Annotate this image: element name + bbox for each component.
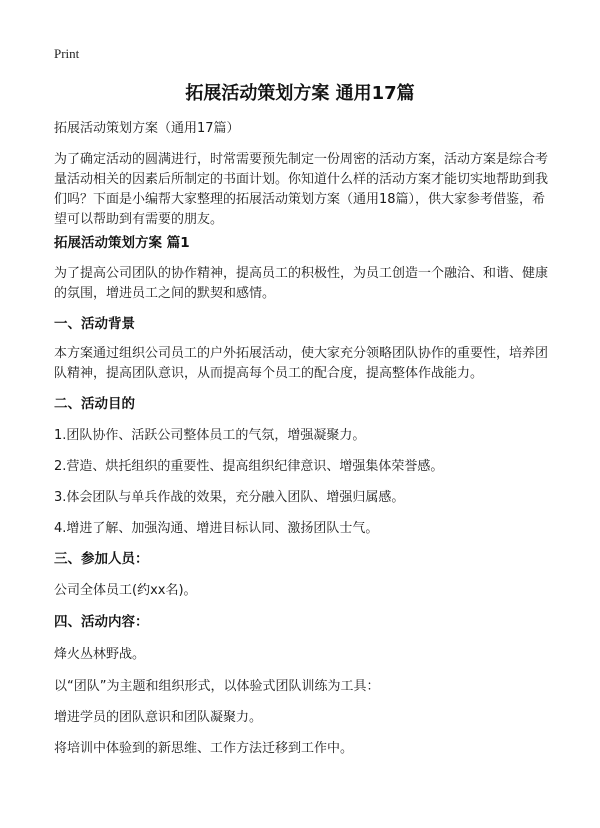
content-heading: 四、活动内容：: [54, 614, 149, 630]
purpose-heading: 二、活动目的: [54, 396, 135, 412]
purpose-item-3: 3.体会团队与单兵作战的效果，充分融入团队、增强归属感。: [54, 490, 405, 505]
document-subtitle: 拓展活动策划方案（通用17篇）: [54, 121, 240, 136]
content-item-3: 增进学员的团队意识和团队凝聚力。: [54, 710, 263, 725]
section1-heading: 拓展活动策划方案 篇1: [54, 235, 190, 251]
print-label: Print: [54, 46, 80, 61]
intro-paragraph: 为了确定活动的圆满进行，时常需要预先制定一份周密的活动方案，活动方案是综合考量活动相关的因素后所制定的书面计划。你知道什么样的活动方案才能切实地帮助到我们吗？下面是小编帮大家整理的拓展活动策划方案（通用18篇），供大家参考借鉴，希望可以帮助到有需要的朋友。: [54, 152, 549, 227]
background-heading: 一、活动背景: [54, 316, 135, 332]
participants-heading: 三、参加人员：: [54, 551, 149, 567]
section1-intro-paragraph: 为了提高公司团队的协作精神，提高员工的积极性，为员工创造一个融洽、和谐、健康的氛围，增进员工之间的默契和感情。: [54, 266, 549, 301]
document-title: 拓展活动策划方案 通用17篇: [185, 83, 415, 104]
purpose-item-1: 1.团队协作、活跃公司整体员工的气氛，增强凝聚力。: [54, 428, 366, 443]
background-paragraph: 本方案通过组织公司员工的户外拓展活动，使大家充分领略团队协作的重要性，培养团队精神，提高团队意识，从而提高每个员工的配合度，提高整体作战能力。: [54, 346, 549, 381]
content-item-2: 以“团队”为主题和组织形式，以体验式团队训练为工具：: [54, 679, 380, 694]
content-item-1: 烽火丛林野战。: [54, 647, 146, 662]
purpose-item-2: 2.营造、烘托组织的重要性、提高组织纪律意识、增强集体荣誉感。: [54, 459, 444, 474]
participants-paragraph: 公司全体员工(约xx名)。: [54, 583, 197, 598]
content-item-4: 将培训中体验到的新思维、工作方法迁移到工作中。: [54, 741, 354, 756]
purpose-item-4: 4.增进了解、加强沟通、增进目标认同、激扬团队士气。: [54, 521, 379, 536]
